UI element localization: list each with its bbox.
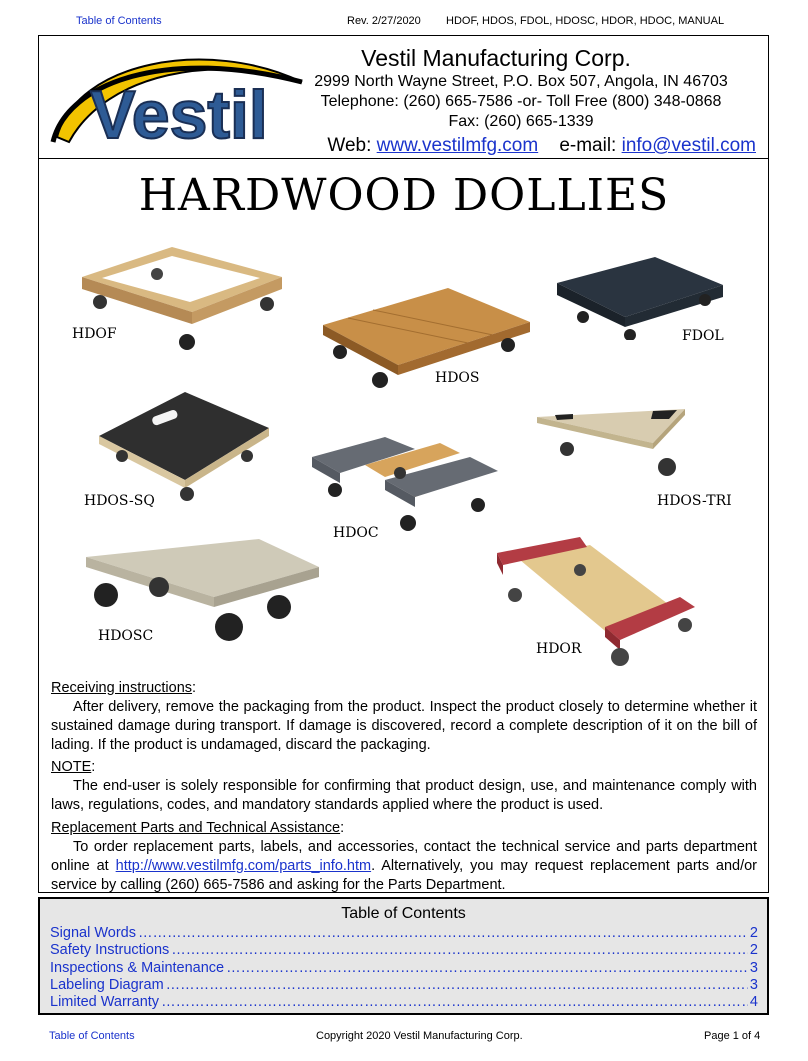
receiving-heading: Receiving instructions <box>51 680 193 696</box>
company-info-box <box>38 35 769 159</box>
note-heading: NOTE <box>51 759 92 775</box>
company-contact <box>286 44 756 158</box>
toc-item-inspections-maintenance[interactable]: Inspections & Maintenance …………………………………………………………………………………………………………………………………………………………………… 3 <box>50 960 758 978</box>
toc-item-labeling-diagram[interactable]: Labeling Diagram …………………………………………………………………………………………………………………………………………………………………… 3 <box>50 977 758 995</box>
receiving-section: Receiving instructions: After delivery, remove the packaging from the product. Inspect the product closely to determine whether it sustained damage during transport. If damage is discovered, record a complete description of it on the bill of lading. If the product is undamaged, discard the packaging. <box>51 680 757 753</box>
revision-date: Rev. 2/27/2020 <box>347 15 421 27</box>
replacement-section: Replacement Parts and Technical Assistance: To order replacement parts, labels, and accessories, contact the technical service and parts department online at http://www.vestilmfg.com/parts_info.htm. Alternatively, you may request replacement parts and/or service by calling (260) 665-7586 and asking for the Parts Department. <box>51 820 757 893</box>
product-image-hdos-sq <box>97 388 272 503</box>
footer-toc-link[interactable]: Table of Contents <box>49 1030 135 1042</box>
website-link[interactable]: www.vestilmfg.com <box>376 135 539 156</box>
note-text: The end-user is solely responsible for confirming that product design, use, and maintenance comply with laws, regulations, codes, and mandatory standards applied where the product is used. <box>51 778 757 813</box>
company-telephone: Telephone: (260) 665-7586 -or- Toll Free (800) 348-0868 <box>320 93 722 110</box>
email-link[interactable]: info@vestil.com <box>621 135 756 156</box>
label-hdoc: HDOC <box>333 525 379 541</box>
model-list: HDOF, HDOS, FDOL, HDOSC, HDOR, HDOC, MANUAL <box>446 15 725 27</box>
label-hdos: HDOS <box>435 370 480 386</box>
receiving-text: After delivery, remove the packaging from the product. Inspect the product closely to determine whether it sustained damage during transport. If damage is discovered, record a complete description of it on the bill of lading. If the product is undamaged, discard the packaging. <box>51 699 757 753</box>
company-fax: Fax: (260) 665-1339 <box>448 113 594 130</box>
label-fdol: FDOL <box>682 328 724 344</box>
document-title: HARDWOOD DOLLIES <box>138 170 670 221</box>
running-header <box>0 15 808 31</box>
web-label: Web: <box>327 135 377 156</box>
product-image-hdos-tri <box>535 405 705 485</box>
product-image-hdor <box>495 535 710 670</box>
replacement-heading: Replacement Parts and Technical Assistance <box>51 820 341 836</box>
toc-item-safety-instructions[interactable]: Safety Instructions …………………………………………………………………………………………………………………………………………………………………… 2 <box>50 942 758 960</box>
header-toc-link[interactable]: Table of Contents <box>76 15 162 27</box>
replacement-text: To order replacement parts, labels, and accessories, contact the technical service and parts department online at http://www.vestilmfg.com/parts_info.htm. Alternatively, you may request replacement parts and/or service by calling (260) 665-7586 and asking for the Parts Department. <box>51 839 757 893</box>
logo-text: Vestil <box>90 77 268 152</box>
company-address: 2999 North Wayne Street, P.O. Box 507, Angola, IN 46703 <box>314 73 728 90</box>
footer-copyright: Copyright 2020 Vestil Manufacturing Corp. <box>316 1030 523 1042</box>
note-section: NOTE: The end-user is solely responsible for confirming that product design, use, and maintenance comply with laws, regulations, codes, and mandatory standards applied where the product is used. <box>51 759 757 813</box>
label-hdosc: HDOSC <box>98 628 154 644</box>
label-hdos-sq: HDOS-SQ <box>84 493 155 509</box>
email-label: e-mail: <box>559 135 622 156</box>
table-of-contents <box>38 897 769 1015</box>
toc-title: Table of Contents <box>341 905 466 922</box>
product-image-hdos <box>318 280 533 390</box>
company-web-email <box>286 134 756 158</box>
toc-item-signal-words[interactable]: Signal Words …………………………………………………………………………………………………………………………………………………………………… 2 <box>50 925 758 943</box>
label-hdor: HDOR <box>536 641 582 657</box>
toc-item-limited-warranty[interactable]: Limited Warranty …………………………………………………………………………………………………………………………………………………………………… 4 <box>50 994 758 1012</box>
footer-page-number: Page 1 of 4 <box>704 1030 761 1042</box>
label-hdos-tri: HDOS-TRI <box>657 493 732 509</box>
label-hdof: HDOF <box>72 326 117 342</box>
vestil-logo <box>47 42 307 152</box>
parts-info-link[interactable]: http://www.vestilmfg.com/parts_info.htm <box>115 858 372 874</box>
company-name: Vestil Manufacturing Corp. <box>361 45 631 71</box>
